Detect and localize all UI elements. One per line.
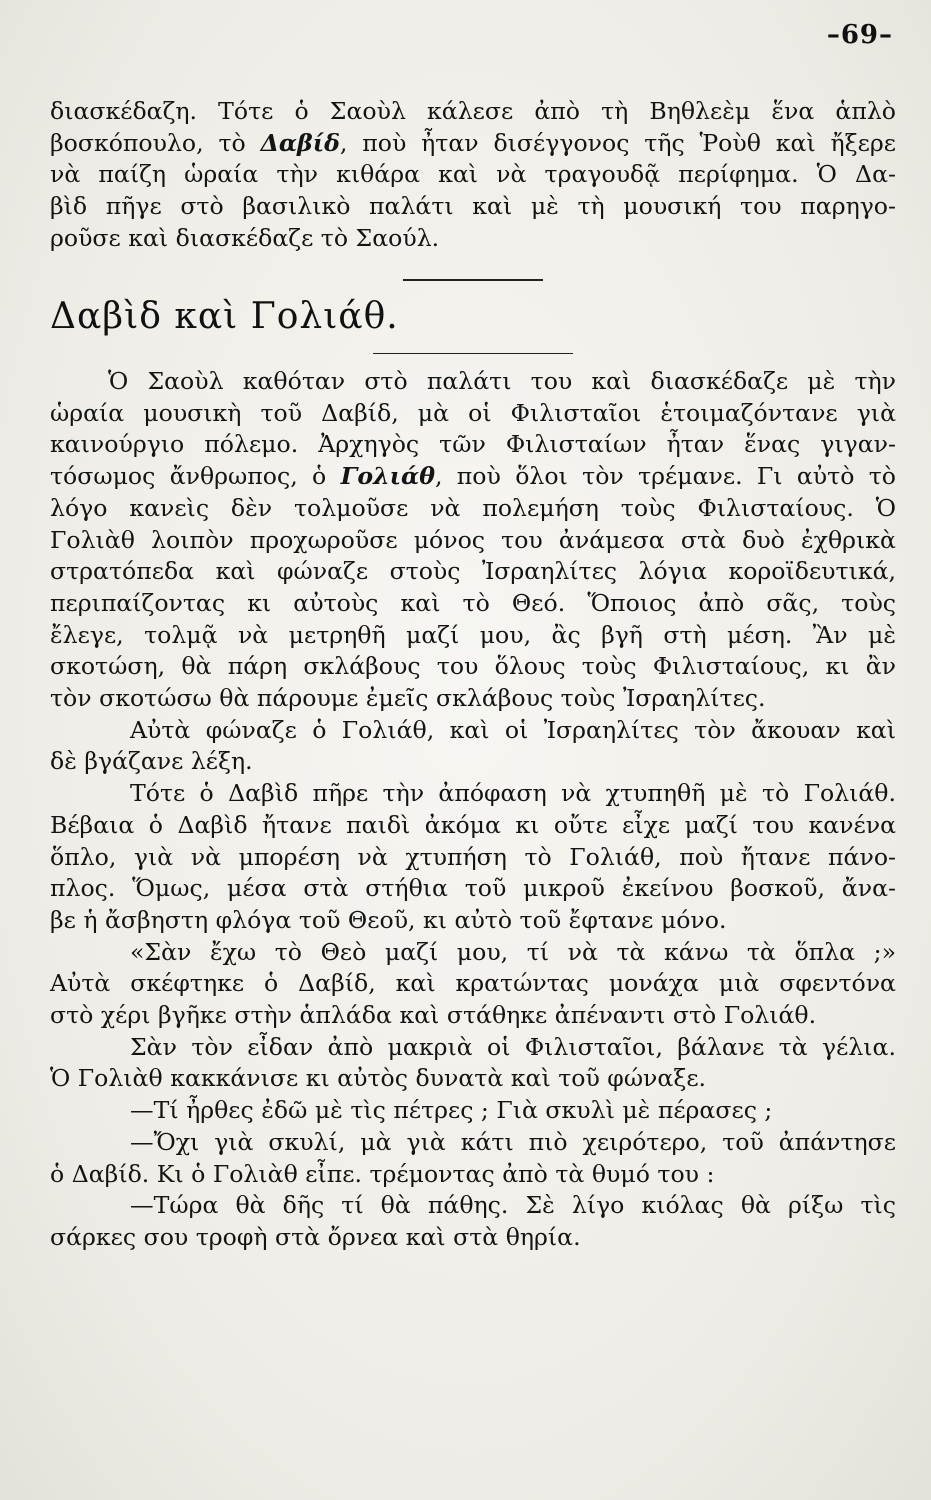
dialogue-line: —Τί ἦρθες ἐδῶ μὲ τὶς πέτρες ; Γιὰ σκυλὶ μὲ πέρασες ; [130,1096,773,1125]
text-line: σκοτώση, θὰ πάρη σκλάβους του ὅλους τοὺς Φιλισταίους, κι ἂν [50,652,896,681]
text-line: Αὐτὰ σκέφτηκε ὁ Δαβίδ, καὶ κρατώντας μονάχα μιὰ σφεντόνα [50,969,896,998]
text-line: ὁ Δαβίδ. Κι ὁ Γολιὰθ εἶπε. τρέμοντας ἀπὸ τὰ θυμό του : [50,1159,715,1188]
text-line: στὸ χέρι βγῆκε στὴν ἁπλάδα καὶ στάθηκε ἀπέναντι στὸ Γολιάθ. [50,1001,817,1030]
text-line: ροῦσε καὶ διασκέδαζε τὸ Σαούλ. [50,223,440,252]
dialogue-line: —Ὄχι γιὰ σκυλί, μὰ γιὰ κάτι πιὸ χειρότερο, τοῦ ἀπάντησε [130,1127,896,1156]
text-line: ὅπλο, γιὰ νὰ μπορέση νὰ χτυπήση τὸ Γολιάθ, ποὺ ἤτανε πάνο- [50,842,896,871]
page-number: –69– [826,20,893,50]
dialogue-line: —Τώρα θὰ δῆς τί θὰ πάθης. Σὲ λίγο κιόλας θὰ ρίξω τὶς [130,1191,896,1220]
text-line: διασκέδαζη. Τότε ὁ Σαοὺλ κάλεσε ἀπὸ τὴ Βηθλεὲμ ἕνα ἁπλὸ [50,97,896,125]
text-line: δὲ βγάζανε λέξη. [50,747,253,776]
emphasized-name-goliath: Γολιάθ [340,462,435,491]
heading-divider-bottom [373,353,573,355]
text-line: πλος. Ὅμως, μέσα στὰ στήθια τοῦ μικροῦ ἐκείνου βοσκοῦ, ἄνα- [50,874,896,903]
text-line: Τότε ὁ Δαβὶδ πῆρε τὴν ἀπόφαση νὰ χτυπηθῆ μὲ τὸ Γολιάθ. [130,779,896,808]
text-line: Ὁ Γολιὰθ κακκάνισε κι αὐτὸς δυνατὰ καὶ τοῦ φώναξε. [50,1064,707,1093]
emphasized-name-david: Δαβίδ [260,128,340,157]
text-line [50,461,896,493]
text-line: στρατόπεδα καὶ φώναζε στοὺς Ἰσραηλίτες λόγια κοροϊδευτικά, [50,557,896,586]
text-fragment: τόσωμος ἄνθρωπος, ὁ [50,462,341,491]
text-line: Αὐτὰ φώναζε ὁ Γολιάθ, καὶ οἱ Ἰσραηλίτες τὸν ἄκουαν καὶ [130,715,896,744]
text-line: καινούργιο πόλεμο. Ἀρχηγὸς τῶν Φιλισταίων ἦταν ἕνας γιγαν- [50,430,896,459]
heading-divider-top [403,279,543,281]
text-line: βε ἡ ἄσβηστη φλόγα τοῦ Θεοῦ, κι αὐτὸ τοῦ ἔφτανε μόνο. [50,905,727,934]
text-line: νὰ παίζη ὡραία τὴν κιθάρα καὶ νὰ τραγουδᾷ περίφημα. Ὁ Δα- [50,160,896,189]
text-line: Ὁ Σαοὺλ καθόταν στὸ παλάτι του καὶ διασκέδαζε μὲ τὴν [108,367,896,396]
page-text [50,96,896,1254]
text-line: ὡραία μουσικὴ τοῦ Δαβίδ, μὰ οἱ Φιλισταῖοι ἑτοιμαζόντανε γιὰ [50,398,896,427]
text-line: περιπαίζοντας κι αὐτοὺς καὶ τὸ Θεό. Ὅποιος ἀπὸ σᾶς, τοὺς [50,588,896,617]
text-line [50,128,896,160]
text-line: σάρκες σου τροφὴ στὰ ὄρνεα καὶ στὰ θηρία. [50,1223,581,1251]
text-line: τὸν σκοτώσω θὰ πάρουμε ἐμεῖς σκλάβους τοὺς Ἰσραηλίτες. [50,684,766,713]
text-fragment: βοσκόπουλο, τὸ [50,128,261,157]
text-line: ἔλεγε, τολμᾷ νὰ μετρηθῆ μαζί μου, ἂς βγῆ στὴ μέση. Ἂν μὲ [50,620,896,649]
text-line: βὶδ πῆγε στὸ βασιλικὸ παλάτι καὶ μὲ τὴ μουσική του παρηγο- [50,192,896,221]
text-fragment: , ποὺ ὅλοι τὸν τρέμανε. Γι αὐτὸ τὸ [434,462,897,491]
text-line: Γολιὰθ λοιπὸν προχωροῦσε μόνος του ἀνάμεσα στὰ δυὸ ἐχθρικὰ [50,525,896,554]
section-heading: Δαβὶδ καὶ Γολιάθ. [50,295,399,337]
text-line: «Σὰν ἔχω τὸ Θεὸ μαζί μου, τί νὰ τὰ κάνω τὰ ὅπλα ;» [130,937,896,966]
text-line: λόγο κανεὶς δὲν τολμοῦσε νὰ πολεμήση τοὺς Φιλισταίους. Ὁ [50,493,896,522]
text-fragment: , ποὺ ἦταν δισέγγονος τῆς Ῥοὺθ καὶ ἤξερε [339,128,896,157]
text-line: Βέβαια ὁ Δαβὶδ ἤτανε παιδὶ ἀκόμα κι οὔτε εἶχε μαζί του κανένα [50,810,896,839]
text-line: Σὰν τὸν εἶδαν ἀπὸ μακριὰ οἱ Φιλισταῖοι, βάλανε τὰ γέλια. [130,1032,896,1061]
